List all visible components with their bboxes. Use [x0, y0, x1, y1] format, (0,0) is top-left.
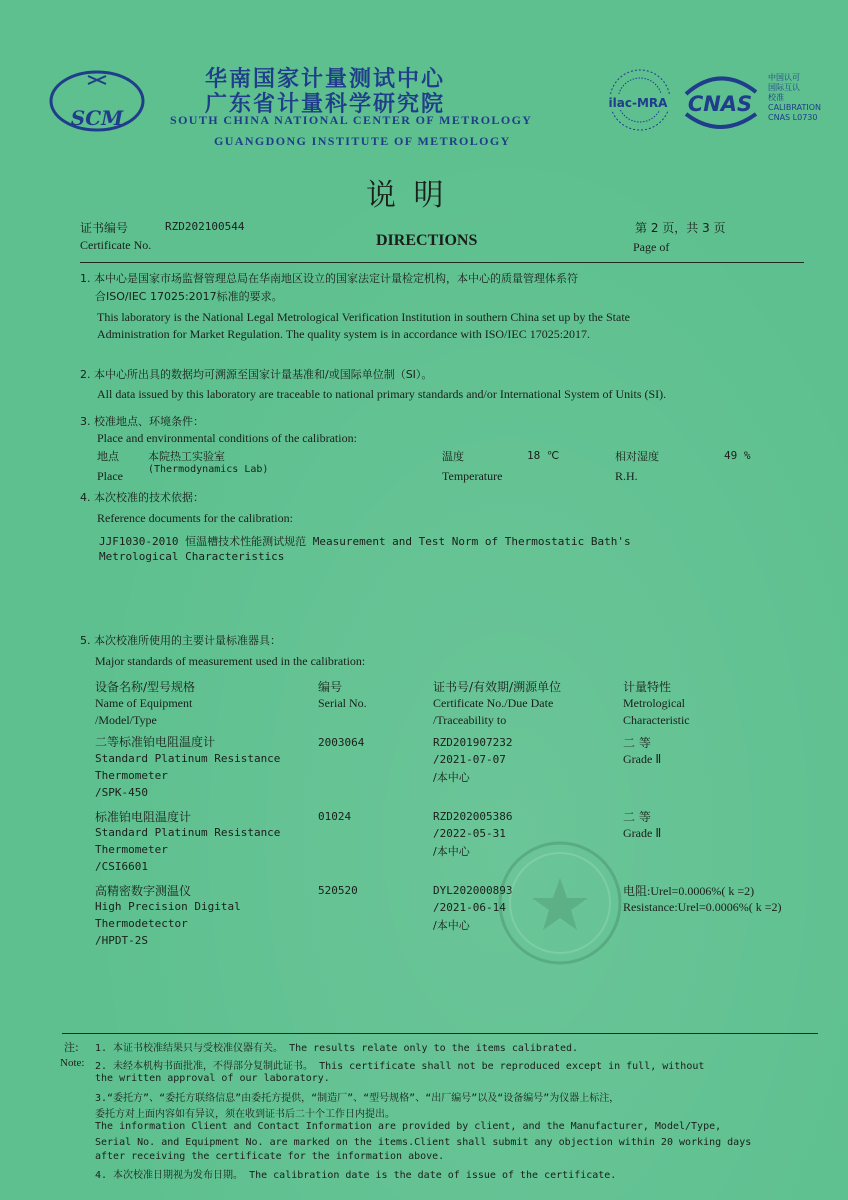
- cnas-caption-cn-1: 中国认可: [768, 73, 800, 82]
- note-1: 1. 本证书校准结果只与受校准仪器有关。 The results relate only to the items calibrated.: [95, 1043, 579, 1054]
- note-3-line-4: Serial No. and Equipment No. are marked on the items.Client shall submit any objection within 20 working days: [95, 1137, 752, 1148]
- equipment-model: /SPK-450: [95, 786, 148, 799]
- page-indicator-en: Page of: [633, 240, 670, 254]
- cnas-logo-icon: [676, 70, 764, 134]
- col-header-serial-en: Serial No.: [318, 696, 367, 710]
- equipment-serial: 01024: [318, 810, 352, 823]
- col-header-char-en-1: Metrological: [623, 696, 685, 710]
- equipment-name-en-2: Thermometer: [95, 769, 168, 782]
- item1-cn-a: 1. 本中心是国家市场监督管理总局在华南地区设立的国家法定计量检定机构，本中心的质量管理体系符: [80, 272, 578, 285]
- col-header-name-en-1: Name of Equipment: [95, 696, 193, 710]
- note-3-line-5: after receiving the certificate for the information above.: [95, 1151, 445, 1162]
- page-indicator-cn: 第 2 页，共 3 页: [635, 221, 726, 235]
- institute-name-en-2: GUANGDONG INSTITUTE OF METROLOGY: [214, 134, 511, 148]
- equipment-serial: 520520: [318, 884, 358, 897]
- equipment-cert-no: DYL202000893: [433, 884, 513, 897]
- institute-name-cn-2: 广东省计量科学研究院: [205, 92, 446, 117]
- cert-no-value: RZD202100544: [165, 220, 245, 233]
- item3-cn: 3. 校准地点、环境条件：: [80, 415, 204, 428]
- institute-name-en-1: SOUTH CHINA NATIONAL CENTER OF METROLOGY: [170, 113, 533, 127]
- notes-divider: [62, 1033, 818, 1034]
- item2-cn: 2. 本中心所出具的数据均可溯源至国家计量基准和/或国际单位制（SI）。: [80, 368, 433, 381]
- equipment-grade-cn: 二 等: [623, 810, 651, 824]
- svg-text:ilac-MRA: ilac-MRA: [608, 96, 668, 110]
- place-value-cn: 本院热工实验室: [148, 450, 225, 463]
- place-label-en: Place: [97, 469, 123, 483]
- col-header-cert-en-2: /Traceability to: [433, 713, 507, 727]
- item5-en: Major standards of measurement used in the calibration:: [95, 654, 366, 668]
- ilac-mra-logo-icon: [600, 66, 676, 138]
- equipment-name-en: High Precision Digital: [95, 900, 241, 913]
- equipment-name-cn: 高精密数字测温仪: [95, 884, 192, 898]
- temperature-label-cn: 温度: [442, 450, 464, 463]
- notes-label-en: Note:: [60, 1057, 85, 1069]
- header-divider: [80, 262, 804, 263]
- equipment-name-en-2: Thermodetector: [95, 917, 188, 930]
- col-header-char-cn: 计量特性: [623, 680, 672, 694]
- title-cn: 说 明: [366, 178, 448, 213]
- item2-en: All data issued by this laboratory are traceable to national primary standards and/or International System of Units (SI).: [97, 387, 667, 401]
- equipment-name-en-2: Thermometer: [95, 843, 168, 856]
- equipment-cert-no: RZD202005386: [433, 810, 513, 823]
- equipment-grade-en: Grade Ⅱ: [623, 826, 662, 840]
- place-value-en: (Thermodynamics Lab): [148, 464, 269, 475]
- item1-en-b: Administration for Market Regulation. The quality system is in accordance with ISO/IEC 17025:2017.: [97, 327, 591, 341]
- equipment-cert-no: RZD201907232: [433, 736, 513, 749]
- equipment-traceability: /本中心: [433, 771, 470, 784]
- reference-doc-line-1: JJF1030-2010 恒温槽技术性能测试规范 Measurement and Test Norm of Thermostatic Bath's: [99, 535, 631, 548]
- cnas-caption-en-2: CNAS L0730: [768, 113, 818, 122]
- col-header-cert-en-1: Certificate No./Due Date: [433, 696, 554, 710]
- equipment-due-date: /2022-05-31: [433, 827, 506, 840]
- item3-en: Place and environmental conditions of the calibration:: [97, 431, 357, 445]
- note-4: 4. 本次校准日期视为发布日期。 The calibration date is the date of issue of the certificate.: [95, 1170, 617, 1181]
- svg-text:SCM: SCM: [70, 106, 124, 130]
- equipment-uncertainty-cn: 电阻:Urel=0.0006%( k =2): [623, 884, 755, 898]
- humidity-label-cn: 相对湿度: [615, 450, 659, 463]
- equipment-name-en: Standard Platinum Resistance: [95, 752, 281, 765]
- col-header-name-en-2: /Model/Type: [95, 713, 157, 727]
- reference-doc-line-2: Metrological Characteristics: [99, 550, 285, 563]
- temperature-value: 18 ℃: [527, 449, 560, 462]
- notes-label-cn: 注:: [64, 1041, 79, 1054]
- equipment-serial: 2003064: [318, 736, 365, 749]
- cnas-caption-en-1: CALIBRATION: [768, 103, 821, 112]
- cert-no-label-cn: 证书编号: [80, 221, 129, 235]
- col-header-char-en-2: Characteristic: [623, 713, 690, 727]
- cnas-caption-cn-2: 国际互认: [768, 83, 800, 92]
- equipment-traceability: /本中心: [433, 845, 470, 858]
- cnas-caption-cn-3: 校准: [768, 93, 784, 102]
- institute-name-cn-1: 华南国家计量测试中心: [205, 67, 446, 92]
- note-3-line-2: 委托方对上面内容如有异议，须在收到证书后二十个工作日内提出。: [95, 1109, 395, 1120]
- equipment-due-date: /2021-06-14: [433, 901, 506, 914]
- equipment-model: /HPDT-2S: [95, 934, 148, 947]
- equipment-uncertainty-en: Resistance:Urel=0.0006%( k =2): [623, 900, 782, 914]
- equipment-name-cn: 标准铂电阻温度计: [95, 810, 192, 824]
- temperature-label-en: Temperature: [442, 469, 503, 483]
- item5-cn: 5. 本次校准所使用的主要计量标准器具：: [80, 634, 281, 647]
- col-header-serial-cn: 编号: [318, 680, 343, 694]
- humidity-value: 49 %: [724, 449, 751, 462]
- embossed-seal-icon: [495, 838, 625, 968]
- item1-en-a: This laboratory is the National Legal Metrological Verification Institution in southern China set up by the State: [97, 310, 630, 324]
- item4-en: Reference documents for the calibration:: [97, 511, 293, 525]
- col-header-name-cn: 设备名称/型号规格: [95, 680, 196, 694]
- note-2-line-1: 2. 未经本机构书面批准，不得部分复制此证书。 This certificate shall not be reproduced except in full, without: [95, 1061, 705, 1072]
- equipment-name-cn: 二等标准铂电阻温度计: [95, 735, 216, 749]
- note-3-line-1: 3.“委托方”、“委托方联络信息”由委托方提供，“制造厂”、“型号规格”、“出厂编号”以及“设备编号”为仪器上标注，: [95, 1093, 620, 1104]
- equipment-traceability: /本中心: [433, 919, 470, 932]
- equipment-grade-en: Grade Ⅱ: [623, 752, 662, 766]
- humidity-label-en: R.H.: [615, 469, 638, 483]
- equipment-grade-cn: 二 等: [623, 736, 651, 750]
- place-label-cn: 地点: [97, 450, 119, 463]
- equipment-name-en: Standard Platinum Resistance: [95, 826, 281, 839]
- item4-cn: 4. 本次校准的技术依据：: [80, 491, 204, 504]
- equipment-due-date: /2021-07-07: [433, 753, 506, 766]
- note-3-line-3: The information Client and Contact Information are provided by client, and the Manufacturer, Model/Type,: [95, 1121, 722, 1132]
- svg-text:CNAS: CNAS: [687, 92, 753, 116]
- title-en: DIRECTIONS: [376, 232, 478, 249]
- equipment-model: /CSI6601: [95, 860, 148, 873]
- item1-cn-b: 合ISO/IEC 17025:2017标准的要求。: [95, 290, 283, 303]
- col-header-cert-cn: 证书号/有效期/溯源单位: [433, 680, 562, 694]
- cert-no-label-en: Certificate No.: [80, 238, 152, 252]
- scm-logo-icon: [48, 68, 146, 134]
- cnas-caption: [768, 73, 821, 123]
- note-2-line-2: the written approval of our laboratory.: [95, 1073, 330, 1084]
